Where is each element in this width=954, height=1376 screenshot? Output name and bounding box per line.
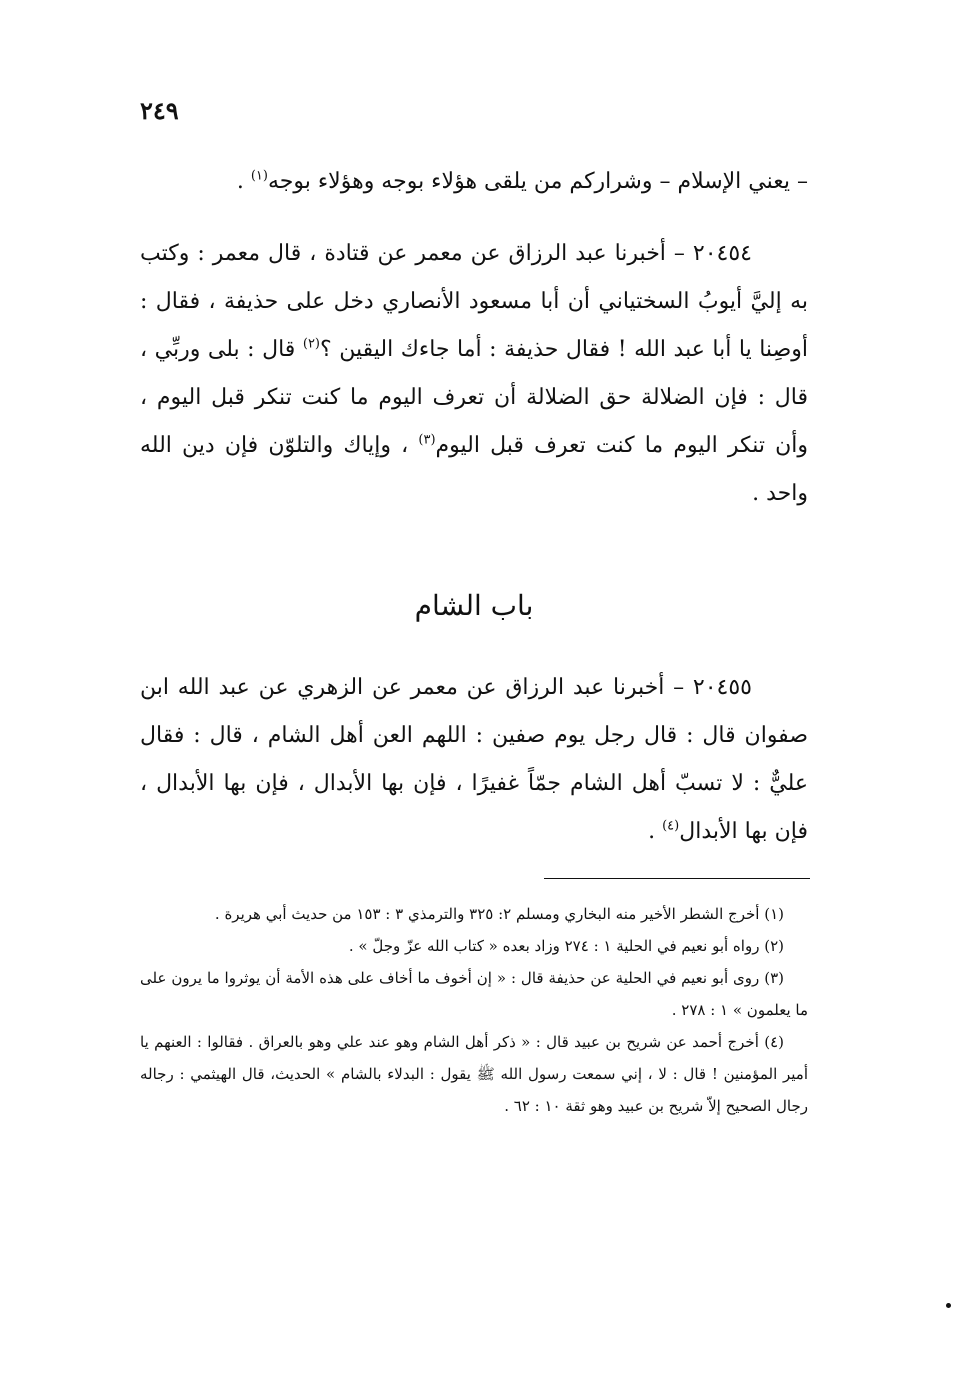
page-number: ٢٤٩ [140, 96, 179, 125]
hadith-20455 [140, 664, 808, 856]
footnote-2: (٢) رواه أبو نعيم في الحلية ١ : ٢٧٤ وزاد بعده « كتاب الله عزّ وجلّ » . [348, 937, 784, 955]
footnote-ref-1: (١) [250, 168, 268, 184]
footnotes [140, 898, 808, 1122]
hadith-20454 [140, 230, 808, 518]
top-line [140, 158, 808, 206]
hadith-20455-paragraph [140, 664, 808, 856]
footnote-ref-2: (٢) [302, 336, 320, 352]
chapter-heading: باب الشام [414, 589, 534, 622]
top-line-text: – يعني الإسلام – وشراركم من يلقى هؤلاء بوجه وهؤلاء بوجه [267, 169, 808, 194]
hadith-20455-text: ٢٠٤٥٥ – أخبرنا عبد الرزاق عن معمر عن الزهري عن عبد الله ابن صفوان قال : قال رجل يوم صفين : اللهم العن أهل الشام ، قال : فقال عليٌّ : لا تسبّ أهل الشام جمّاً غفيرًا ، فإن بها الأبدال ، فإن بها الأبدال ، فإن بها الأبدال [140, 675, 808, 844]
footnote-1: (١) أخرج الشطر الأخير منه البخاري ومسلم ٢: ٣٢٥ والترمذي ٣ : ١٥٣ من حديث أبي هريرة . [214, 905, 784, 923]
continued-text [140, 158, 808, 206]
footnote-ref-4: (٤) [662, 818, 680, 834]
hadith-20454-part1: ٢٠٤٥٤ – أخبرنا عبد الرزاق عن معمر عن قتادة ، قال معمر : وكتب به إليَّ أيوبُ السختياني أن أبا مسعود الأنصاري دخل على حذيفة ، فقال : أوصِنا يا أبا عبد الله ! فقال حذيفة : أما جاءك اليقين ؟ [140, 241, 808, 362]
footnote-ref-3: (٣) [418, 432, 436, 448]
footnote-3: (٣) روى أبو نعيم في الحلية عن حذيفة قال : « إن أخوف ما أخاف على هذه الأمة أن يوثروا ما يرون على ما يعلمون » ١ : ٢٧٨ . [140, 969, 808, 1019]
hadith-20454-paragraph [140, 230, 808, 518]
scan-speck [946, 1303, 951, 1308]
hadith-20455-end: . [648, 819, 663, 844]
hadith-20454-part2: قال : بلى وربِّي ، قال : فإن الضلالة حق الضلالة أن تعرف اليوم ما كنت تنكر قبل اليوم ، وأن تنكر اليوم ما كنت تعرف قبل اليوم [140, 337, 808, 458]
top-line-end: . [236, 169, 251, 194]
hadith-20454-part3: ، وإياك والتلوّن فإن دين الله واحد . [140, 433, 808, 506]
footnote-4: (٤) أخرج أحمد عن شريح بن عبيد قال : « ذكر أهل الشام وهو عند علي وهو بالعراق . فقالوا : العنهم يا أمير المؤمنين ! قال : لا ، إني سمعت رسول الله ﷺ يقول : البدلاء بالشام » الحديث، قال الهيثمي : رجاله رجال الصحيح إلاّ شريح بن عبيد وهو ثقة ١٠ : ٦٢ . [140, 1033, 808, 1115]
footnote-separator [544, 878, 810, 879]
